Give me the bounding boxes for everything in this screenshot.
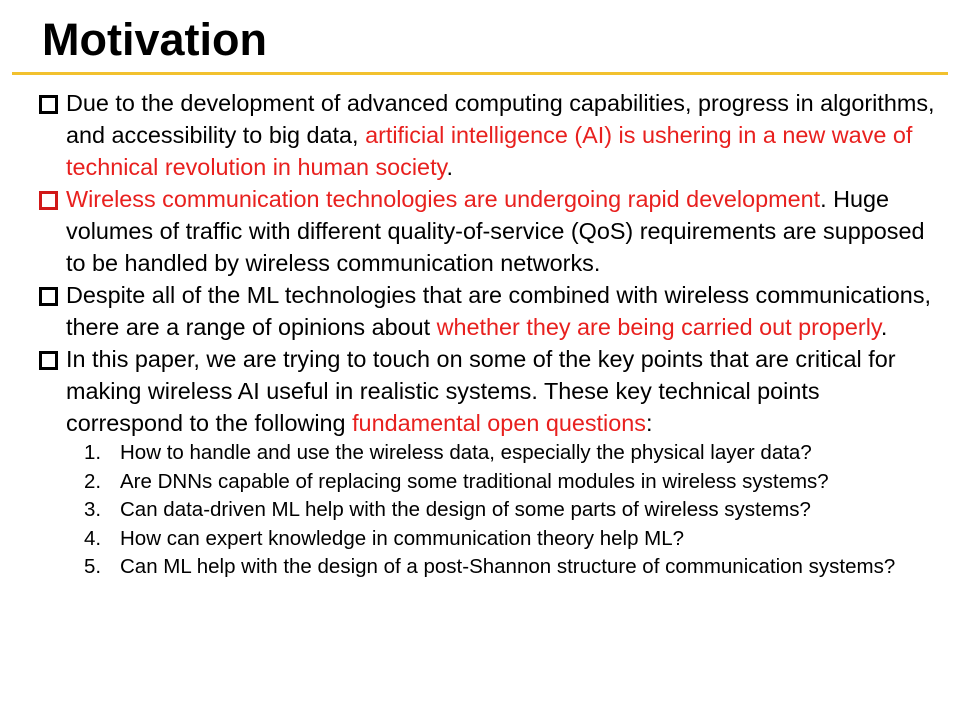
slide-content — [0, 87, 960, 582]
list-number: 4. — [84, 526, 102, 550]
list-item — [0, 468, 940, 497]
list-item-text: Are DNNs capable of replacing some traditional modules in wireless systems? — [120, 469, 829, 493]
bullet-text-end: . Huge volumes of traffic with different quality-of-service (QoS) requirements are supposed to be handled by wireless communication networks. — [66, 186, 925, 276]
list-item — [0, 553, 940, 582]
bullet-ml-opinions — [0, 279, 936, 343]
list-number: 3. — [84, 498, 102, 522]
list-item-text: Can data-driven ML help with the design of some parts of wireless systems? — [120, 498, 811, 522]
bullet-text: Despite all of the ML technologies that are combined with wireless communications, there are a range of opinions about — [66, 282, 932, 340]
bullet-paper-key-points — [0, 343, 936, 439]
title-underline — [12, 72, 948, 75]
square-bullet-icon — [39, 287, 58, 306]
list-number: 1. — [84, 441, 102, 464]
bullet-highlight: artificial intelligence (AI) is ushering in a new wave of technical revolution in human society — [66, 122, 913, 180]
list-item-text: Can ML help with the design of a post-Shannon structure of communication systems? — [120, 555, 896, 579]
bullet-wireless-development — [0, 183, 936, 279]
list-number: 5. — [84, 555, 102, 579]
bullet-highlight: fundamental open questions — [352, 410, 646, 436]
bullet-text-end: . — [880, 314, 888, 340]
bullet-highlight: Wireless communication technologies are undergoing rapid development — [66, 186, 821, 212]
bullet-text-end: . — [446, 154, 454, 180]
bullet-ai-revolution — [0, 87, 936, 183]
bullet-text: Due to the development of advanced computing capabilities, progress in algorithms, and accessibility to big data, — [66, 90, 935, 148]
bullet-text-end: : — [645, 410, 653, 436]
list-item — [0, 525, 940, 554]
list-item — [0, 439, 940, 468]
list-number: 2. — [84, 469, 102, 493]
open-questions-list — [0, 439, 960, 582]
bullet-highlight: whether they are being carried out properly — [436, 314, 881, 340]
list-item-text: How to handle and use the wireless data, especially the physical layer data? — [120, 441, 812, 464]
slide-title: Motivation — [42, 14, 267, 65]
bullet-text: In this paper, we are trying to touch on some of the key points that are critical for making wireless AI useful in realistic systems. These key technical points correspond to the following — [66, 346, 896, 436]
square-bullet-icon — [39, 95, 58, 114]
list-item — [0, 496, 940, 525]
square-bullet-icon — [39, 351, 58, 370]
list-item-text: How can expert knowledge in communication theory help ML? — [120, 526, 685, 550]
square-bullet-icon — [39, 191, 58, 210]
